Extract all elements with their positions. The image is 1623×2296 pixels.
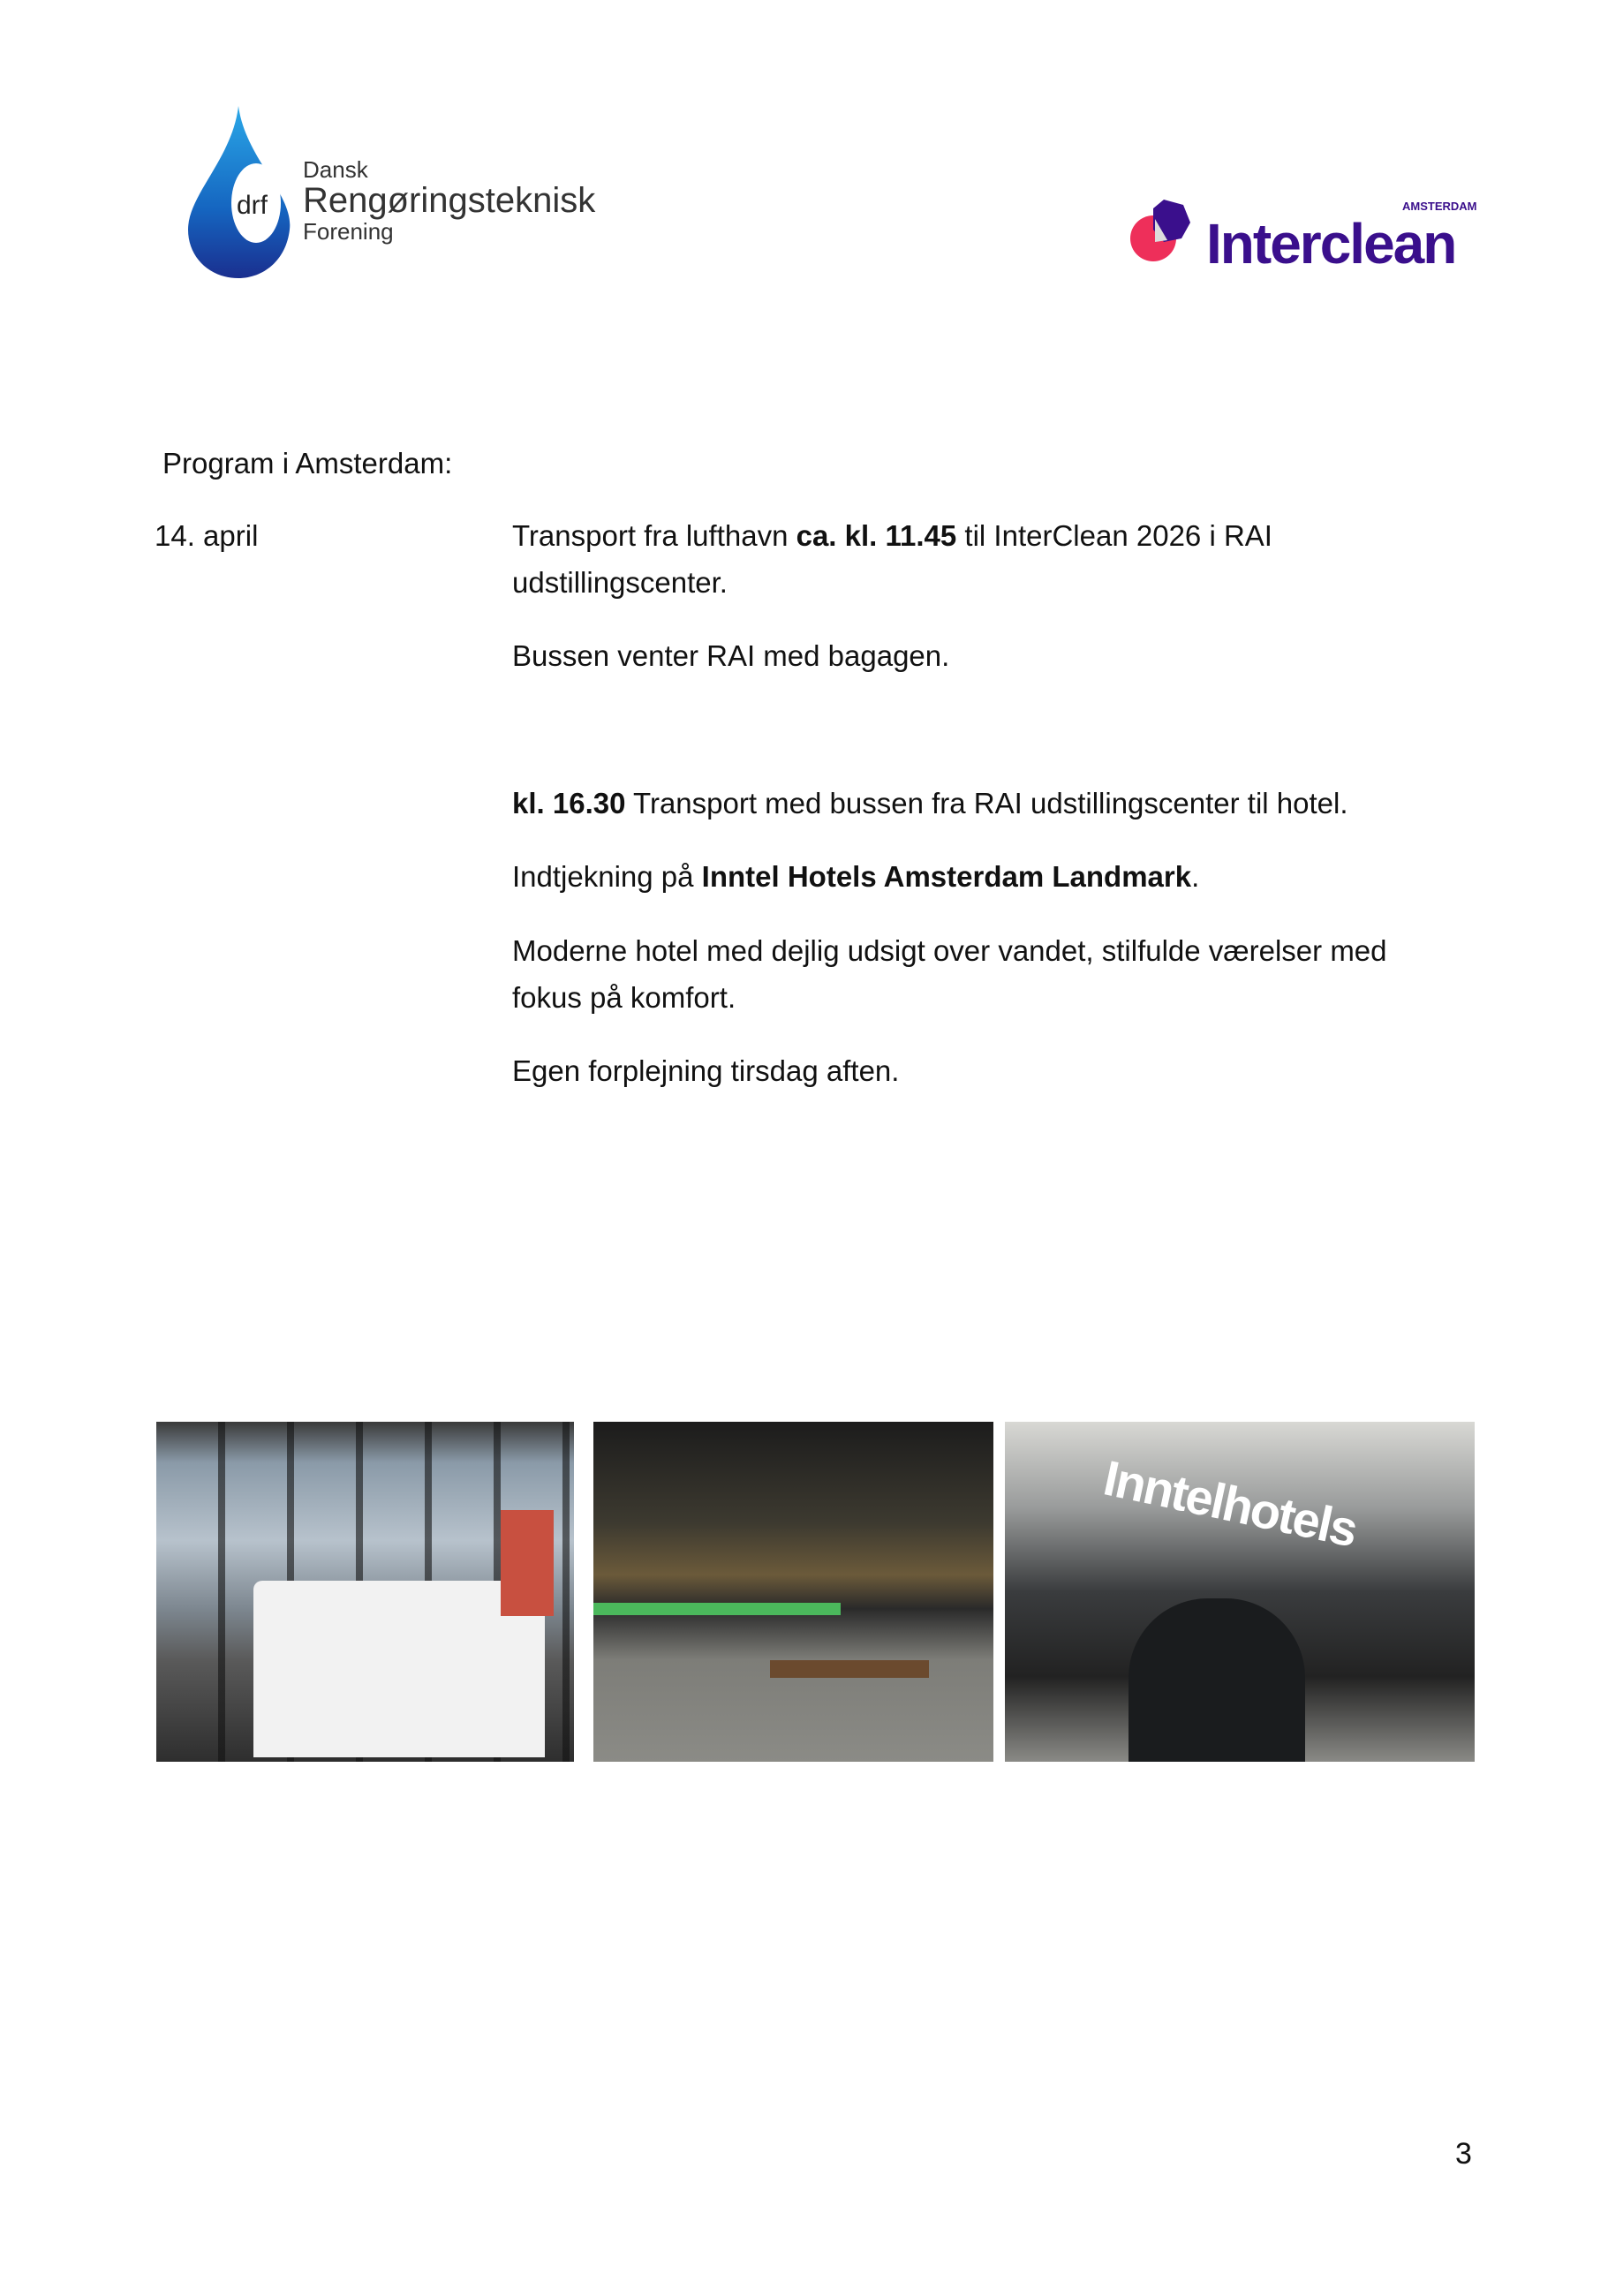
program-item-hotel-description <box>512 927 1483 1021</box>
program-item-hotel-transport <box>512 780 1483 827</box>
program-item-transport <box>512 512 1483 606</box>
hotel-entrance-photo <box>1005 1422 1475 1762</box>
text: til InterClean 2026 i RAI <box>956 519 1272 552</box>
text: udstillingscenter. <box>512 566 728 599</box>
hotel-room-photo <box>156 1422 574 1762</box>
drf-line1: Dansk <box>303 156 368 183</box>
drf-logo-drop <box>184 106 294 278</box>
drf-mark: drf <box>237 191 268 220</box>
interclean-wordmark: Interclean <box>1206 212 1456 276</box>
interclean-city: AMSTERDAM <box>1402 200 1477 213</box>
page-number: 3 <box>1455 2137 1472 2171</box>
drf-line2: Rengøringsteknisk <box>303 181 596 220</box>
interclean-logo-mark <box>1129 196 1199 267</box>
text: Indtjekning på <box>512 860 702 893</box>
hotel-bar-photo <box>593 1422 993 1762</box>
text: Transport fra lufthavn <box>512 519 796 552</box>
program-heading: Program i Amsterdam: <box>162 447 453 480</box>
time-bold: ca. kl. 11.45 <box>796 519 957 552</box>
program-item-checkin <box>512 853 1483 900</box>
program-item-bus: Bussen venter RAI med bagagen. <box>512 639 950 672</box>
text: . <box>1191 860 1200 893</box>
program-date: 14. april <box>155 519 259 552</box>
text: fokus på komfort. <box>512 981 736 1014</box>
drf-logo-text <box>303 157 595 244</box>
table <box>770 1660 929 1678</box>
program-item-dinner: Egen forplejning tirsdag aften. <box>512 1054 900 1087</box>
bar-counter <box>593 1603 841 1615</box>
text: Transport med bussen fra RAI udstillingscenter til hotel. <box>625 787 1348 819</box>
revolving-door <box>1129 1598 1305 1762</box>
hotel-name: Inntel Hotels Amsterdam Landmark <box>701 860 1192 893</box>
drf-line3: Forening <box>303 218 394 245</box>
hotel-sign: Inntelhotels <box>1098 1449 1362 1558</box>
text: Moderne hotel med dejlig udsigt over vandet, stilfulde værelser med <box>512 934 1387 967</box>
headboard <box>501 1510 554 1616</box>
time-bold: kl. 16.30 <box>512 787 626 819</box>
